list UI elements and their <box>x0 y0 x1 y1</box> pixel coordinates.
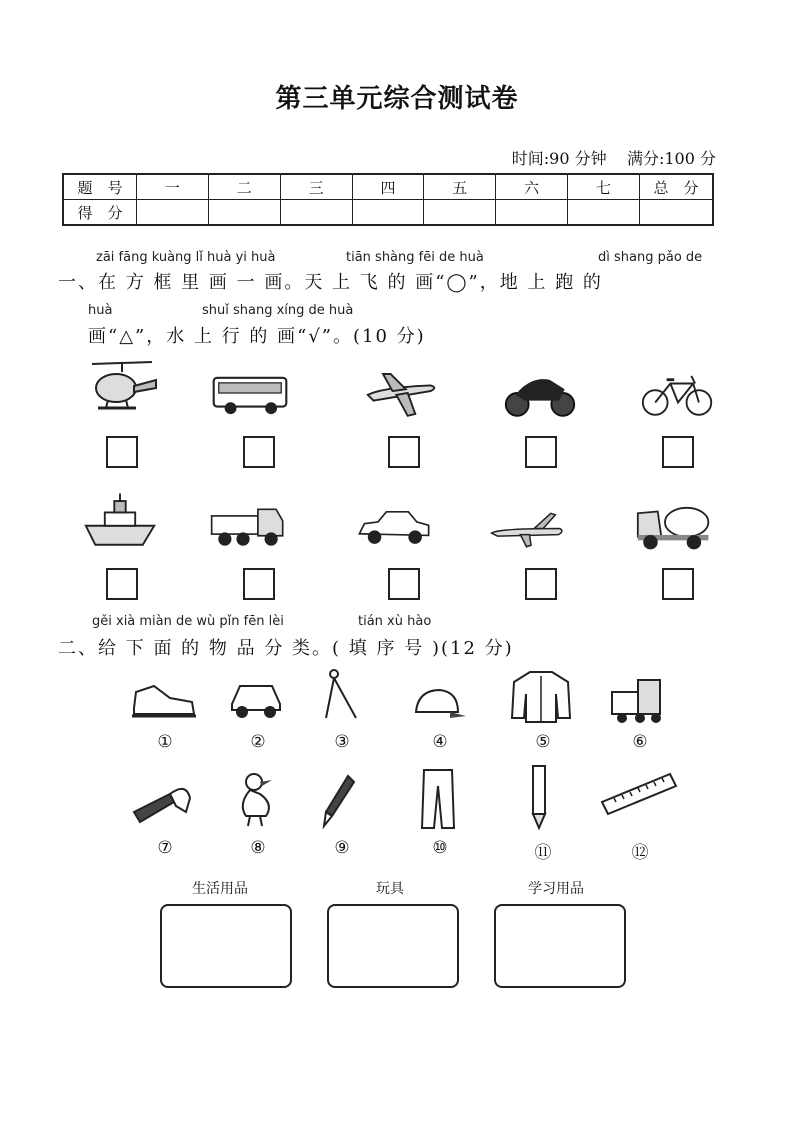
airplane-icon <box>364 362 440 424</box>
toy-car-icon <box>228 676 284 722</box>
compass-icon <box>322 668 362 724</box>
exam-time: 时间:90 分钟 <box>511 149 607 168</box>
item-number: ⑦ <box>157 838 173 858</box>
answer-box[interactable] <box>243 436 275 468</box>
fountain-pen-icon <box>322 772 358 828</box>
pinyin: huà <box>88 303 113 318</box>
item-number: ⑨ <box>334 838 350 858</box>
score-cell[interactable] <box>640 200 714 226</box>
item-number: ⑫ <box>631 843 649 863</box>
category-label: 玩具 <box>376 881 404 897</box>
pencil-icon <box>528 764 550 830</box>
item-number: ⑤ <box>535 732 551 752</box>
pinyin: tián xù hào <box>358 614 432 629</box>
score-header-cell: 题 号 <box>63 174 137 200</box>
score-cell[interactable] <box>280 200 352 226</box>
answer-box[interactable] <box>525 568 557 600</box>
scarf-icon <box>130 772 194 830</box>
exam-meta <box>512 146 716 169</box>
pinyin: gěi xià miàn de wù pǐn fēn lèi <box>92 614 284 629</box>
score-header-cell: 三 <box>280 174 352 200</box>
jacket-icon <box>510 668 572 724</box>
score-table-header-row <box>63 174 713 200</box>
motorcycle-icon <box>502 362 578 424</box>
score-row-label: 得 分 <box>63 200 137 226</box>
shoes-icon <box>130 672 198 724</box>
cement-mixer-icon <box>636 494 712 556</box>
score-header-cell: 一 <box>137 174 209 200</box>
jet-plane-icon <box>490 496 566 558</box>
score-header-cell: 七 <box>568 174 640 200</box>
ruler-icon <box>600 772 678 816</box>
item-number: ④ <box>432 732 448 752</box>
bicycle-icon <box>640 362 716 424</box>
category-label: 学习用品 <box>528 881 584 897</box>
pinyin: zāi fāng kuàng lǐ huà yi huà <box>96 250 276 265</box>
answer-box[interactable] <box>106 436 138 468</box>
item-number: ③ <box>334 732 350 752</box>
exam-full-score: 满分:100 分 <box>626 149 716 168</box>
question-2-line: 二、给 下 面 的 物 品 分 类。( 填 序 号 )(12 分) <box>58 638 514 659</box>
answer-box[interactable] <box>388 436 420 468</box>
cap-icon <box>410 684 466 724</box>
item-number: ⑥ <box>632 732 648 752</box>
car-icon <box>356 496 432 558</box>
score-table-score-row <box>63 200 713 226</box>
page-title: 第三单元综合测试卷 <box>275 84 519 114</box>
category-answer-box[interactable] <box>494 904 626 988</box>
trousers-icon <box>418 768 458 830</box>
category-label: 生活用品 <box>192 881 248 897</box>
score-table <box>62 173 714 226</box>
answer-box[interactable] <box>662 436 694 468</box>
score-cell[interactable] <box>352 200 424 226</box>
pinyin: dì shang pǎo de <box>598 250 703 265</box>
answer-box[interactable] <box>388 568 420 600</box>
truck-icon <box>210 494 286 556</box>
item-number: ② <box>250 732 266 752</box>
item-number: ⑪ <box>534 843 552 863</box>
bus-icon <box>212 362 288 424</box>
score-cell[interactable] <box>208 200 280 226</box>
category-answer-box[interactable] <box>160 904 292 988</box>
score-cell[interactable] <box>424 200 496 226</box>
category-answer-box[interactable] <box>327 904 459 988</box>
score-header-cell: 总 分 <box>640 174 714 200</box>
answer-box[interactable] <box>106 568 138 600</box>
score-cell[interactable] <box>568 200 640 226</box>
toy-train-icon <box>608 674 670 724</box>
toy-duck-icon <box>234 770 278 830</box>
answer-box[interactable] <box>243 568 275 600</box>
score-cell[interactable] <box>137 200 209 226</box>
question-1-line-1: 一、在 方 框 里 画 一 画。天 上 飞 的 画“◯”，地 上 跑 的 <box>58 272 603 293</box>
item-number: ① <box>157 732 173 752</box>
score-header-cell: 四 <box>352 174 424 200</box>
helicopter-icon <box>84 358 160 420</box>
pinyin: tiān shàng fēi de huà <box>346 250 484 265</box>
score-cell[interactable] <box>496 200 568 226</box>
item-number: ⑩ <box>432 838 448 858</box>
answer-box[interactable] <box>525 436 557 468</box>
score-header-cell: 六 <box>496 174 568 200</box>
ship-icon <box>82 490 158 552</box>
pinyin: shuǐ shang xíng de huà <box>202 303 354 318</box>
score-header-cell: 二 <box>208 174 280 200</box>
score-header-cell: 五 <box>424 174 496 200</box>
answer-box[interactable] <box>662 568 694 600</box>
item-number: ⑧ <box>250 838 266 858</box>
question-1-line-2: 画“△”，水 上 行 的 画“√”。(10 分) <box>88 326 426 347</box>
